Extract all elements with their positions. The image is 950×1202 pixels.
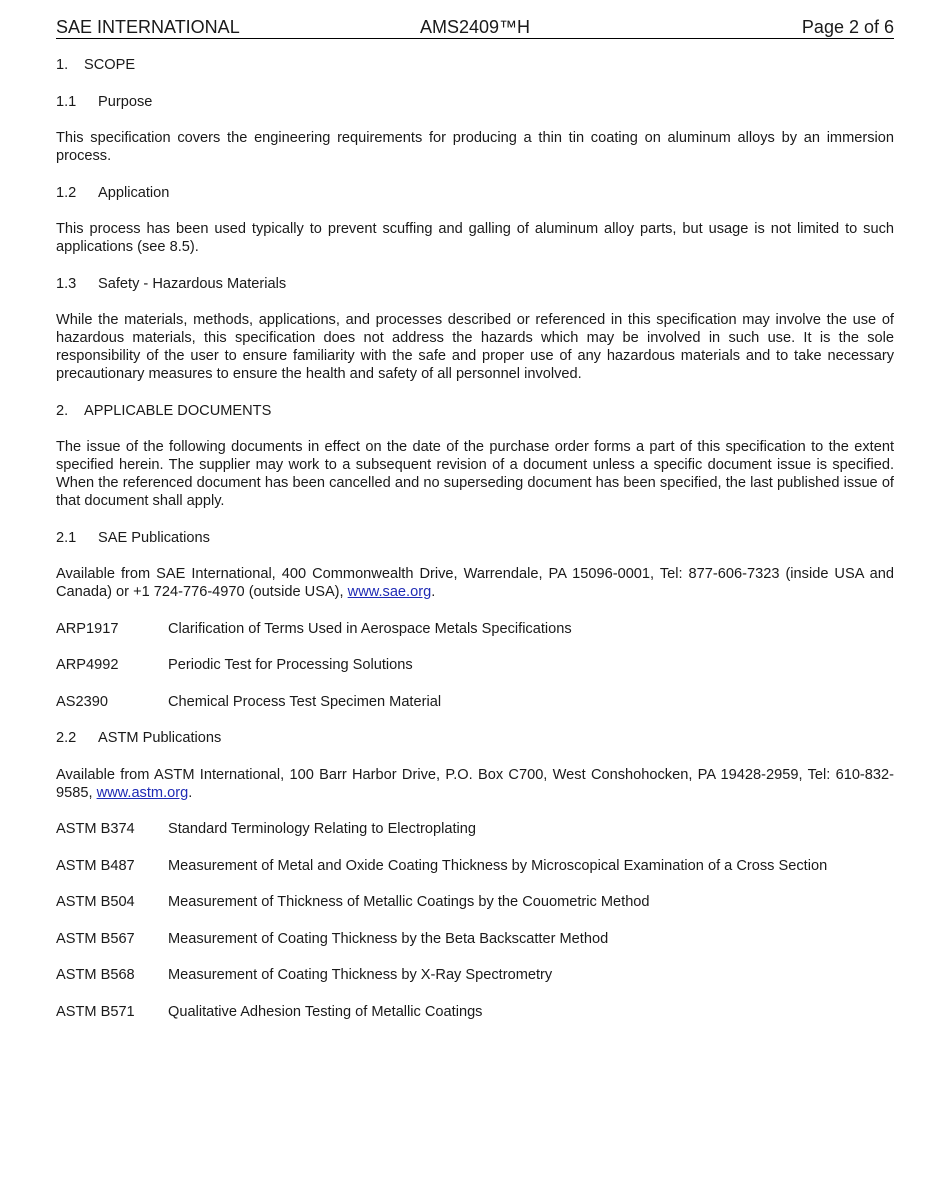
header-doc-number: AMS2409™H bbox=[420, 17, 531, 37]
reference-title: Measurement of Coating Thickness by the Beta Backscatter Method bbox=[168, 930, 609, 947]
availability-text: Available from SAE International, 400 Commonwealth Drive, Warrendale, PA 15096-0001, Tel: 877-606-7323 (inside USA and Canada) or +1 724-776-4970 (outside USA), bbox=[56, 566, 894, 600]
reference-row bbox=[56, 893, 894, 911]
reference-title: Standard Terminology Relating to Electroplating bbox=[168, 821, 476, 837]
reference-row bbox=[56, 656, 894, 674]
reference-title: Chemical Process Test Specimen Material bbox=[168, 693, 442, 710]
section-number: 2.2 bbox=[56, 730, 77, 746]
reference-code: ASTM B374 bbox=[56, 821, 135, 837]
section-1-2-text: This process has been used typically to prevent scuffing and galling of aluminum alloy parts, but usage is not limited to such applications (see 8.5). bbox=[56, 221, 894, 255]
section-1-3-text: While the materials, methods, applications, and processes described or referenced in this specification may involve the use of hazardous materials, this specification does not address the hazards which may be involved in such use. It is the sole responsibility of the user to ensure familiarity with the safe and proper use of any hazardous materials and to take necessary precautionary measures to ensure the health and safety of all personnel involved. bbox=[56, 312, 894, 382]
reference-row bbox=[56, 930, 894, 948]
reference-code: AS2390 bbox=[56, 693, 108, 710]
section-number: 2. bbox=[56, 402, 69, 419]
astm-website-link[interactable]: www.astm.org bbox=[96, 784, 189, 801]
section-2-heading bbox=[56, 402, 894, 420]
header-org: SAE INTERNATIONAL bbox=[56, 17, 240, 37]
section-2-text: The issue of the following documents in effect on the date of the purchase order forms a part of this specification to the extent specified herein. The supplier may work to a subsequent revision of a document unless a specific document issue is specified. When the referenced document has been cancelled and no superseding document has been specified, the last published issue of that document shall apply. bbox=[56, 439, 894, 509]
reference-row bbox=[56, 1003, 894, 1021]
header-page-number: Page 2 of 6 bbox=[801, 17, 894, 37]
page-header bbox=[56, 16, 894, 39]
section-title: Safety - Hazardous Materials bbox=[98, 275, 287, 292]
sae-availability-text bbox=[56, 565, 894, 601]
reference-code: ASTM B487 bbox=[56, 857, 135, 874]
reference-code: ASTM B504 bbox=[56, 894, 135, 910]
section-1-2-heading bbox=[56, 184, 894, 202]
reference-title: Periodic Test for Processing Solutions bbox=[168, 657, 413, 673]
section-1-3-heading bbox=[56, 275, 894, 293]
reference-code: ASTM B571 bbox=[56, 1003, 135, 1020]
reference-row bbox=[56, 966, 894, 984]
reference-row bbox=[56, 857, 894, 875]
punctuation: . bbox=[188, 784, 193, 801]
section-number: 1.2 bbox=[56, 184, 77, 201]
section-number: 1.3 bbox=[56, 275, 77, 292]
section-title: Application bbox=[98, 184, 170, 201]
punctuation: . bbox=[431, 584, 436, 600]
reference-title: Clarification of Terms Used in Aerospace Metals Specifications bbox=[168, 620, 572, 637]
section-1-1-text: This specification covers the engineering requirements for producing a thin tin coating on aluminum alloys by an immersion process. bbox=[56, 130, 894, 164]
reference-row bbox=[56, 620, 894, 638]
reference-title: Measurement of Thickness of Metallic Coatings by the Couometric Method bbox=[168, 894, 650, 910]
reference-row bbox=[56, 820, 894, 838]
document-body bbox=[56, 56, 894, 1039]
reference-code: ASTM B567 bbox=[56, 930, 135, 947]
section-2-2-heading bbox=[56, 729, 894, 747]
section-2-1-heading bbox=[56, 529, 894, 547]
reference-code: ARP1917 bbox=[56, 620, 119, 637]
section-number: 1.1 bbox=[56, 93, 77, 110]
section-title: Purpose bbox=[98, 93, 153, 110]
section-number: 1. bbox=[56, 57, 69, 73]
reference-code: ASTM B568 bbox=[56, 967, 135, 983]
reference-code: ARP4992 bbox=[56, 657, 119, 673]
section-title: ASTM Publications bbox=[98, 730, 222, 746]
section-title: SCOPE bbox=[84, 57, 136, 73]
reference-title: Measurement of Metal and Oxide Coating Thickness by Microscopical Examination of a Cross Section bbox=[168, 857, 828, 874]
astm-availability-text bbox=[56, 766, 894, 802]
reference-row bbox=[56, 693, 894, 711]
availability-text: Available from ASTM International, 100 Barr Harbor Drive, P.O. Box C700, West Conshohocken, PA 19428-2959, Tel: 610-832-9585, bbox=[56, 766, 894, 801]
section-title: APPLICABLE DOCUMENTS bbox=[84, 402, 272, 419]
reference-title: Qualitative Adhesion Testing of Metallic Coatings bbox=[168, 1003, 483, 1020]
reference-title: Measurement of Coating Thickness by X-Ray Spectrometry bbox=[168, 967, 553, 983]
section-1-heading bbox=[56, 56, 894, 74]
section-1-1-heading bbox=[56, 93, 894, 111]
section-number: 2.1 bbox=[56, 529, 77, 546]
section-title: SAE Publications bbox=[98, 529, 210, 546]
sae-website-link[interactable]: www.sae.org bbox=[347, 584, 432, 600]
